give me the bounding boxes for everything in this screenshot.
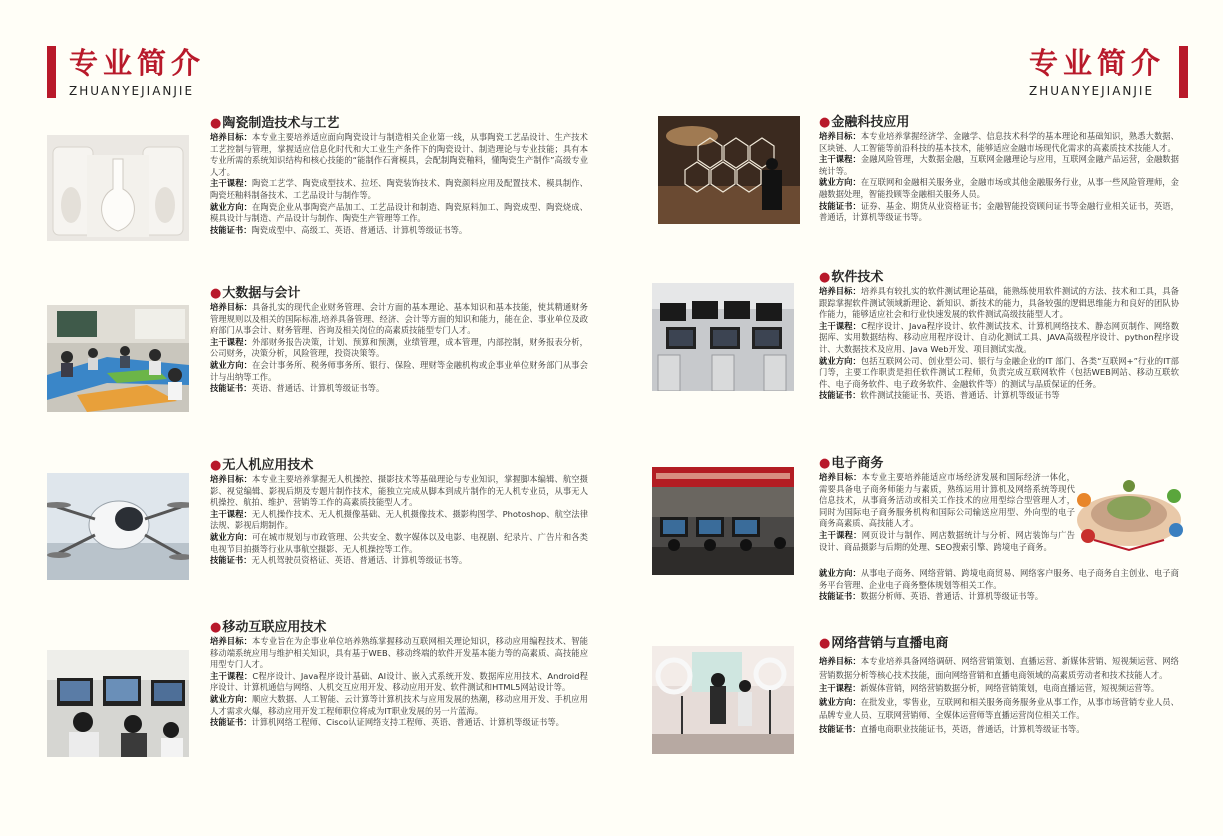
bullet-dot-icon: ● bbox=[819, 270, 831, 285]
major-title: ●软件技术 bbox=[819, 270, 884, 285]
ecommerce-classroom-photo bbox=[652, 467, 794, 575]
major-description: 培养目标：培养具有较扎实的软件测试理论基础，能熟练使用软件测试的方法、技术和工具，具备跟踪掌握软件测试领域新理论、新知识、新技术的能力，具备较强的逻辑思维能力和良好的团队协作能力，能够适应社会和行业快速发展的软件测试高级技能型人才。 主干课程：C程序设计、Java程序设计、软件测试技术、计算机网络技术、静态网页制作、网络数据库、实用数据结构、移动应用程序设计、自动化测试工具、JAVA高级程序设计、python程序设计、大数据技术及应用、Java Web开发、项目测试实战。 就业方向：包括互联网公司、创业型公司、银行与金融企业的IT 部门、各类“互联网+”行业的IT部门等，主要工作职责是担任软件测试工程师，负责完成互联网软件（包括WEB网站、移动互联软件、电子商务软件、电子政务软件、金融软件等）的测试与品质保证的任务。 技能证书：软件测试技能证书、英语、普通话、计算机等级证书等 bbox=[819, 286, 1179, 401]
bullet-dot-icon: ● bbox=[210, 458, 222, 473]
major-description: 培养目标：本专业培养具备网络调研、网络营销策划、直播运营、新媒体营销、短视频运营、网络营销数据分析等核心技术技能，面向网络营销和直播电商领域的高素质劳动者和技术技能人才。 主干课程：新媒体营销，网络营销数据分析，网络营销策划，电商直播运营，短视频运营等。 就业方向：在批发业，零售业，互联网和相关服务商务服务业从事工作，从事市场营销专业人员、品牌专业人员、互联网营销师、全媒体运营师等直播运营岗位相关工作。 技能证书：直播电商职业技能证书，英语，普通话，计算机等级证书等。 bbox=[819, 656, 1179, 734]
bullet-dot-icon: ● bbox=[210, 620, 222, 635]
header-accent-bar bbox=[47, 46, 56, 98]
header-pinyin: ZHUANYEJIANJIE bbox=[69, 84, 195, 98]
drone-photo bbox=[47, 473, 189, 580]
ceramic-mold-photo bbox=[47, 135, 189, 241]
major-description: 培养目标：本专业主要培养能适应市场经济发展和国际经济一体化，需要具备电子商务师能力与素质，熟练运用计算机及网络系统等现代信息技术，从事商务活动或相关工作技术的应用型综合型管理人才，同时为国际电子商务服务机构和国际公司输送应用型、外向型的电子商务高素质、高技能人才。 主干课程：网页设计与制作、网店数据统计与分析、网店装饰与广告设计、商品摄影与后期的处理、SEO搜索引擎、跨境电子商务。 bbox=[819, 472, 1075, 552]
header-pinyin: ZHUANYEJIANJIE bbox=[1029, 84, 1155, 98]
computer-lab-photo bbox=[47, 650, 189, 757]
major-title: ●大数据与会计 bbox=[210, 286, 301, 301]
software-lab-photo bbox=[652, 283, 794, 391]
major-description: 培养目标：本专业主要培养适应面向陶瓷设计与制造相关企业第一线，从事陶瓷工艺品设计、生产技术工艺控制与管理，掌握适应信息化时代和大工业生产条件下的陶瓷设计、制造理论与专业技能；具有本专业所需的系统知识结构和核心技能的“能制作石膏模具，会配制陶瓷釉料，懂陶瓷生产制作”高级专业人才。 主干课程：陶瓷工艺学、陶瓷成型技术、拉坯、陶瓷装饰技术、陶瓷颜料应用及配置技术、模具制作、陶瓷坯釉料制备技术、工艺品设计与制作等。 就业方向：在陶瓷企业从事陶瓷产品加工、工艺品设计和制造、陶瓷原料加工、陶瓷成型、陶瓷烧成、模具设计与制造、产品设计与制作、陶瓷生产管理等工作。 技能证书：陶瓷成型中、高级工、英语、普通话、计算机等级证书等。 bbox=[210, 132, 588, 235]
major-description: 培养目标：本专业旨在为企事业单位培养熟练掌握移动互联网相关理论知识，移动应用编程技术、智能移动端系统应用与维护相关知识，具有基于WEB、移动终端的软件开发基本能力等的高素质、高技能应用型专门人才。 主干课程：C程序设计、Java程序设计基础、AI设计、嵌入式系统开发、数据库应用技术、Android程序设计、计算机通信与网络、人机交互应用开发、移动应用开发、软件测试和HTML5网站设计等。 就业方向：顺应大数据、人工智能、云计算等计算机技术与应用发展的热潮，移动应用开发、手机应用人才需求火爆，移动应用开发工程师职位将成为IT职业发展的另一片蓝海。 技能证书：计算机网络工程师、Cisco认证网络支持工程师、英语、普通话、计算机等级证书等。 bbox=[210, 636, 588, 728]
header-title: 专业简介 bbox=[1029, 46, 1166, 80]
header-accent-bar bbox=[1179, 46, 1188, 98]
major-title: ●陶瓷制造技术与工艺 bbox=[210, 116, 340, 131]
header-title: 专业简介 bbox=[69, 46, 206, 80]
major-title: ●电子商务 bbox=[819, 456, 884, 471]
ecommerce-skills-graphic bbox=[1074, 480, 1184, 552]
classroom-photo bbox=[47, 305, 189, 412]
major-title: ●网络营销与直播电商 bbox=[819, 636, 949, 651]
major-title: ●移动互联应用技术 bbox=[210, 620, 327, 635]
major-title: ●金融科技应用 bbox=[819, 115, 910, 130]
major-description: 培养目标：本专业主要培养掌握无人机操控、摄影技术等基础理论与专业知识，掌握脚本编辑、航空摄影、视觉编辑、影视后期及专题片制作技术，能独立完成从脚本到成片制作的无人机专业员，从事无人机操控、航拍、维护、营销等工作的高素质技能型人才。 主干课程：无人机操作技术、无人机摄像基础、无人机摄像技术、摄影构图学、Photoshop、航空法律法规、影视后期制作。 就业方向：可在城市规划与市政管理、公共安全、数字媒体以及电影、电视剧、纪录片、广告片和各类电视节目拍摄等行业从事航空摄影、无人机操控等工作。 技能证书：无人机驾驶员资格证、英语、普通话、计算机等级证书等。 bbox=[210, 474, 588, 566]
bullet-dot-icon: ● bbox=[819, 456, 831, 471]
fintech-photo bbox=[658, 116, 800, 224]
major-description: 培养目标：本专业培养掌握经济学、金融学、信息技术科学的基本理论和基础知识，熟悉大数据、区块链、人工智能等前沿科技的基本技术，能够适应金融市场现代化需求的高素质技术技能人才。 主干课程：金融风险管理，大数据金融，互联网金融理论与应用，互联网金融产品运营，金融数据统计等。 就业方向：在互联网和金融相关服务业，金融市场或其他金融服务行业，从事一些风险管理师，金融数据处理，智能投顾等金融相关服务人员。 技能证书：证券、基金、期货从业资格证书；金融智能投资顾问证书等金融行业相关证书，英语，普通话，计算机等级证书等。 bbox=[819, 131, 1179, 223]
livestream-photo bbox=[652, 646, 794, 754]
bullet-dot-icon: ● bbox=[210, 116, 222, 131]
major-title: ●无人机应用技术 bbox=[210, 458, 314, 473]
major-description-continued: 就业方向：从事电子商务、网络营销、跨境电商贸易、网络客户服务、电子商务自主创业、电子商务平台管理、企业电子商务整体规划等相关工作。 技能证书：数据分析师、英语、普通话、计算机等级证书等。 bbox=[819, 568, 1179, 602]
bullet-dot-icon: ● bbox=[819, 115, 831, 130]
bullet-dot-icon: ● bbox=[819, 636, 831, 651]
bullet-dot-icon: ● bbox=[210, 286, 222, 301]
major-description: 培养目标：具备扎实的现代企业财务管理、会计方面的基本理论、基本知识和基本技能，使其精通财务管理规则以及相关的国际标准,培养具备管理、经济、会计等方面的知识和能力，能在企、事业单位及政府部门从事会计、财务管理、咨询及相关岗位的高素质技能型专门人才。 主干课程：外部财务报告决策，计划、预算和预测，业绩管理，成本管理，内部控制，财务报表分析，公司财务，决策分析，风险管理，投资决策等。 就业方向：在会计事务所、税务师事务所、银行、保险、理财等金融机构或企事业单位财务部门从事会计与出纳等工作。 技能证书：英语、普通话、计算机等级证书等。 bbox=[210, 302, 588, 394]
